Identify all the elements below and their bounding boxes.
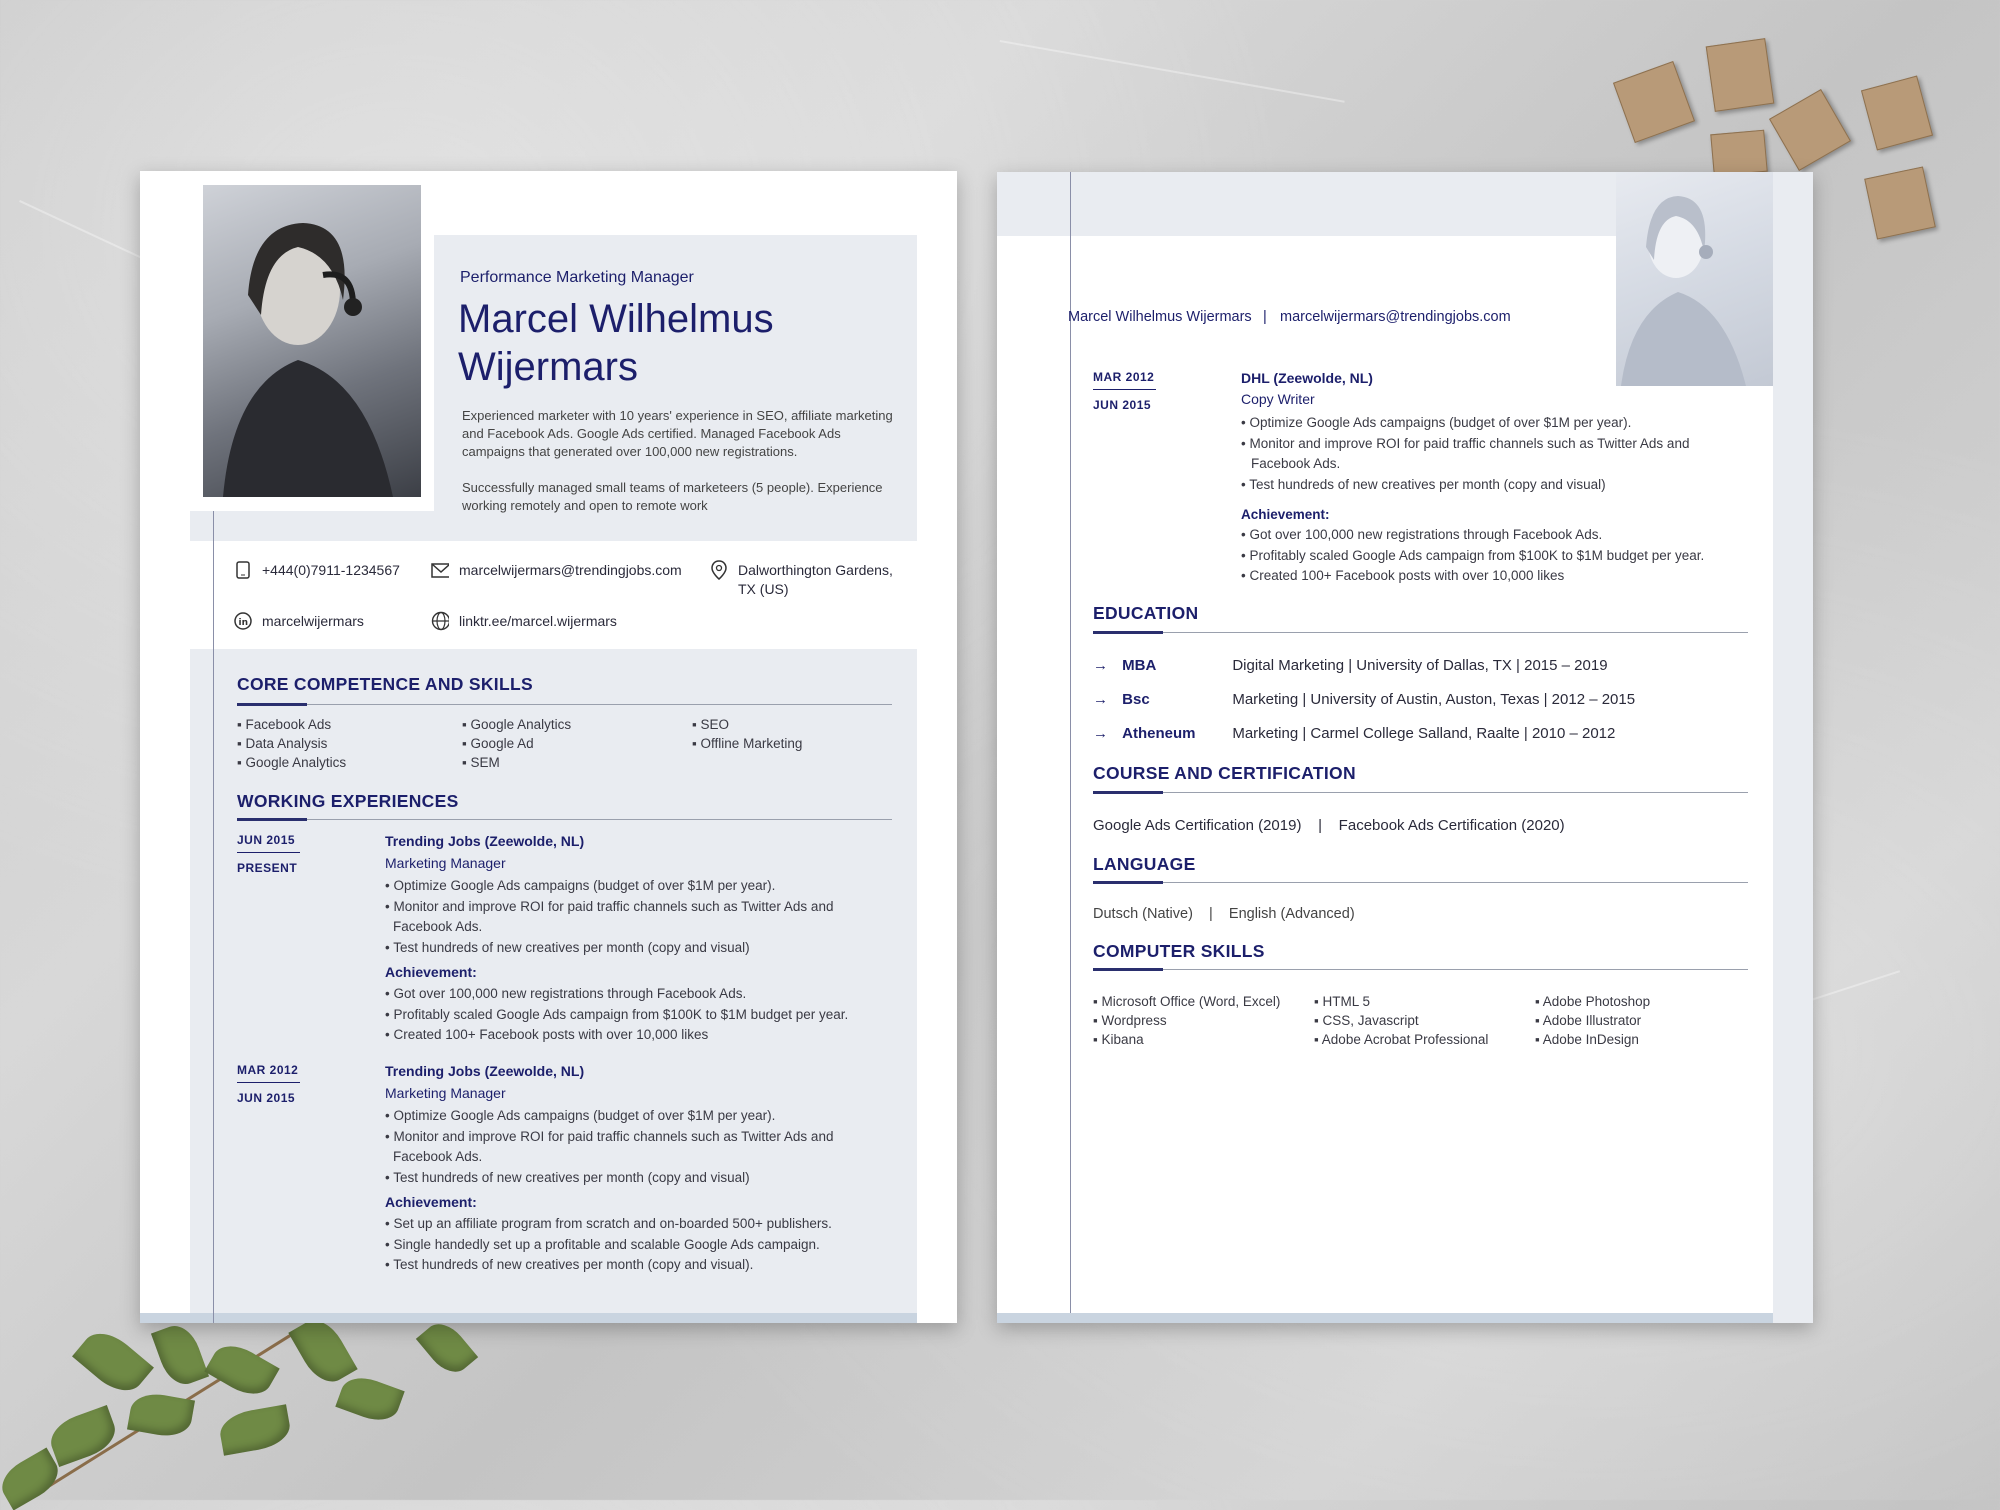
achievement-list [385,1214,895,1276]
education-detail: Digital Marketing | University of Dallas, TX | 2015 – 2019 [1232,657,1608,674]
skill-item: ▪ CSS, Javascript [1314,1013,1419,1028]
achievement-item: • Test hundreds of new creatives per month (copy and visual). [385,1257,754,1272]
job-role: Marketing Manager [385,1085,506,1101]
job-company: Trending Jobs (Zeewolde, NL) [385,1063,585,1079]
header-name: Marcel Wilhelmus Wijermars [1068,309,1252,325]
resume-page-2 [997,172,1813,1323]
bottom-bar [997,1313,1773,1323]
language-heading: LANGUAGE [1093,854,1196,874]
section-divider [237,704,892,705]
bullet-item: • Optimize Google Ads campaigns (budget of over $1M per year). [385,878,776,893]
courses-heading: COURSE AND CERTIFICATION [1093,763,1356,783]
language-text: Dutsch (Native) | English (Advanced) [1093,906,1355,922]
skills-column-3 [692,715,802,753]
education-row [1093,657,1608,674]
wooden-block [1861,76,1933,151]
website-url[interactable]: linktr.ee/marcel.wijermars [459,613,617,629]
wooden-block [1710,130,1767,177]
wooden-block [1706,38,1775,112]
achievement-item: • Created 100+ Facebook posts with over 10,000 likes [1241,568,1565,583]
skill-item: ▪ Data Analysis [237,736,328,751]
bottom-bar [140,1313,917,1323]
address-text: Dalworthington Gardens, TX (US) [738,562,893,597]
skill-item: ▪ SEM [462,755,500,770]
job-role: Copy Writer [1241,391,1315,407]
education-row [1093,725,1615,742]
achievement-label: Achievement: [1241,507,1330,522]
name-line-2: Wijermars [458,345,638,389]
section-accent [237,818,307,821]
envelope-icon [431,561,449,579]
skills-heading: CORE COMPETENCE AND SKILLS [237,674,533,694]
bullet-item: • Optimize Google Ads campaigns (budget of over $1M per year). [1241,415,1632,430]
header-email[interactable]: marcelwijermars@trendingjobs.com [1280,309,1511,325]
job-date-to: JUN 2015 [237,1091,296,1105]
section-divider [1093,792,1748,793]
contact-phone [234,561,400,579]
job-bullets [1241,413,1761,495]
summary-paragraph-2: Successfully managed small teams of marketeers (5 people). Experience working remotely and open to remote work [462,480,883,513]
bullet-item: • Monitor and improve ROI for paid traffic channels such as Twitter Ads and [385,898,834,914]
degree: MBA [1122,657,1157,674]
skill-item: ▪ Kibana [1093,1032,1144,1047]
achievement-label: Achievement: [385,1194,477,1210]
bullet-continuation: Facebook Ads. [393,919,483,934]
section-accent [1093,631,1163,634]
arrow-right-icon: → [1093,691,1108,708]
bullet-continuation: Facebook Ads. [1251,456,1341,471]
skill-item: ▪ HTML 5 [1314,994,1371,1009]
wooden-block [1769,89,1851,171]
job-date-to: PRESENT [237,861,298,875]
job-date-to: JUN 2015 [1093,398,1152,412]
achievement-item: • Profitably scaled Google Ads campaign from $100K to $1M budget per year. [1241,547,1705,563]
computer-skills-column-3 [1535,992,1650,1049]
skill-item: ▪ Wordpress [1093,1013,1167,1028]
achievement-item: • Got over 100,000 new registrations through Facebook Ads. [385,986,747,1001]
achievement-label: Achievement: [385,964,477,980]
bullet-item: • Monitor and improve ROI for paid traffic channels such as Twitter Ads and [1241,435,1690,451]
education-row [1093,691,1635,708]
achievement-item: • Created 100+ Facebook posts with over 10,000 likes [385,1027,709,1042]
contact-address [710,561,908,599]
location-pin-icon [710,561,728,579]
phone-icon [234,561,252,579]
achievement-list [385,984,895,1046]
skill-item: ▪ Adobe Illustrator [1535,1013,1642,1028]
marble-vein [1000,40,1345,103]
skills-column-1 [237,715,346,772]
bullet-item: • Monitor and improve ROI for paid traffic channels such as Twitter Ads and [385,1128,834,1144]
job-date-from: MAR 2012 [1093,370,1155,384]
bullet-item: • Optimize Google Ads campaigns (budget of over $1M per year). [385,1108,776,1123]
experience-heading: WORKING EXPERIENCES [237,791,459,811]
skill-item: ▪ SEO [692,717,730,732]
date-divider [1093,389,1156,390]
skill-item: ▪ Microsoft Office (Word, Excel) [1093,994,1281,1009]
job-title: Performance Marketing Manager [460,269,694,286]
bullet-item: • Test hundreds of new creatives per month (copy and visual) [385,939,750,955]
degree: Atheneum [1122,725,1196,742]
name-line-1: Marcel Wilhelmus [458,297,774,341]
skill-item: ▪ Offline Marketing [692,736,803,751]
achievement-item: • Profitably scaled Google Ads campaign from $100K to $1M budget per year. [385,1006,849,1022]
bullet-item: • Test hundreds of new creatives per month (copy and visual) [1241,476,1606,492]
skill-item: ▪ Google Analytics [237,755,347,770]
wooden-block [1613,61,1695,143]
right-band [1773,172,1813,1323]
linkedin-handle[interactable]: marcelwijermars [262,613,364,629]
svg-text:in: in [238,618,248,628]
job-date-from: JUN 2015 [237,833,296,847]
section-accent [237,703,307,706]
phone-number: +444(0)7911-1234567 [262,562,400,578]
profile-photo [203,185,421,497]
section-divider [1093,969,1748,970]
job-role: Marketing Manager [385,855,506,871]
job-date-from: MAR 2012 [237,1063,299,1077]
skill-item: ▪ Facebook Ads [237,717,332,732]
section-divider [237,819,892,820]
bullet-item: • Test hundreds of new creatives per month (copy and visual) [385,1169,750,1185]
job-company: DHL (Zeewolde, NL) [1241,370,1373,386]
section-accent [1093,881,1163,884]
timeline-line [1070,172,1071,1314]
achievement-item: • Got over 100,000 new registrations through Facebook Ads. [1241,527,1603,542]
computer-skills-heading: COMPUTER SKILLS [1093,941,1265,961]
skill-item: ▪ Google Analytics [462,717,572,732]
faded-profile-photo [1616,172,1773,386]
computer-skills-column-2 [1314,992,1488,1049]
contact-website[interactable] [431,612,617,630]
section-accent [1093,791,1163,794]
resume-page-1 [140,171,957,1323]
bullet-continuation: Facebook Ads. [393,1149,483,1164]
education-detail: Marketing | University of Austin, Auston, Texas | 2012 – 2015 [1232,691,1636,708]
date-divider [237,1082,300,1083]
header-separator: | [1263,309,1267,325]
degree: Bsc [1122,691,1150,708]
education-heading: EDUCATION [1093,603,1199,623]
achievement-item: • Single handedly set up a profitable and scalable Google Ads campaign. [385,1236,820,1252]
achievement-list [1241,525,1761,587]
email-address[interactable]: marcelwijermars@trendingjobs.com [459,562,682,578]
contact-linkedin[interactable] [234,612,364,630]
section-divider [1093,882,1748,883]
computer-skills-column-1 [1093,992,1280,1049]
job-bullets [385,876,895,958]
arrow-right-icon: → [1093,657,1108,674]
summary-paragraph-1: Experienced marketer with 10 years' experience in SEO, affiliate marketing and Facebook Ads. Google Ads certified. Managed Facebook Ads campaigns that generated over 100,000 new registrations. [462,408,893,459]
wooden-block [1864,166,1936,239]
skill-item: ▪ Google Ad [462,736,534,751]
courses-text: Google Ads Certification (2019) | Facebook Ads Certification (2020) [1093,817,1565,834]
skills-column-2 [462,715,571,772]
skill-item: ▪ Adobe Acrobat Professional [1314,1032,1489,1047]
skill-item: ▪ Adobe Photoshop [1535,994,1651,1009]
date-divider [237,852,300,853]
achievement-item: • Set up an affiliate program from scratch and on-boarded 500+ publishers. [385,1216,832,1231]
job-company: Trending Jobs (Zeewolde, NL) [385,833,585,849]
skill-item: ▪ Adobe InDesign [1535,1032,1639,1047]
section-accent [1093,968,1163,971]
globe-icon [431,612,449,630]
contact-email[interactable] [431,561,682,579]
arrow-right-icon: → [1093,725,1108,742]
job-bullets [385,1106,895,1188]
education-detail: Marketing | Carmel College Salland, Raalte | 2010 – 2012 [1232,725,1616,742]
linkedin-icon [234,612,252,630]
timeline-line [213,511,214,1323]
section-divider [1093,632,1748,633]
